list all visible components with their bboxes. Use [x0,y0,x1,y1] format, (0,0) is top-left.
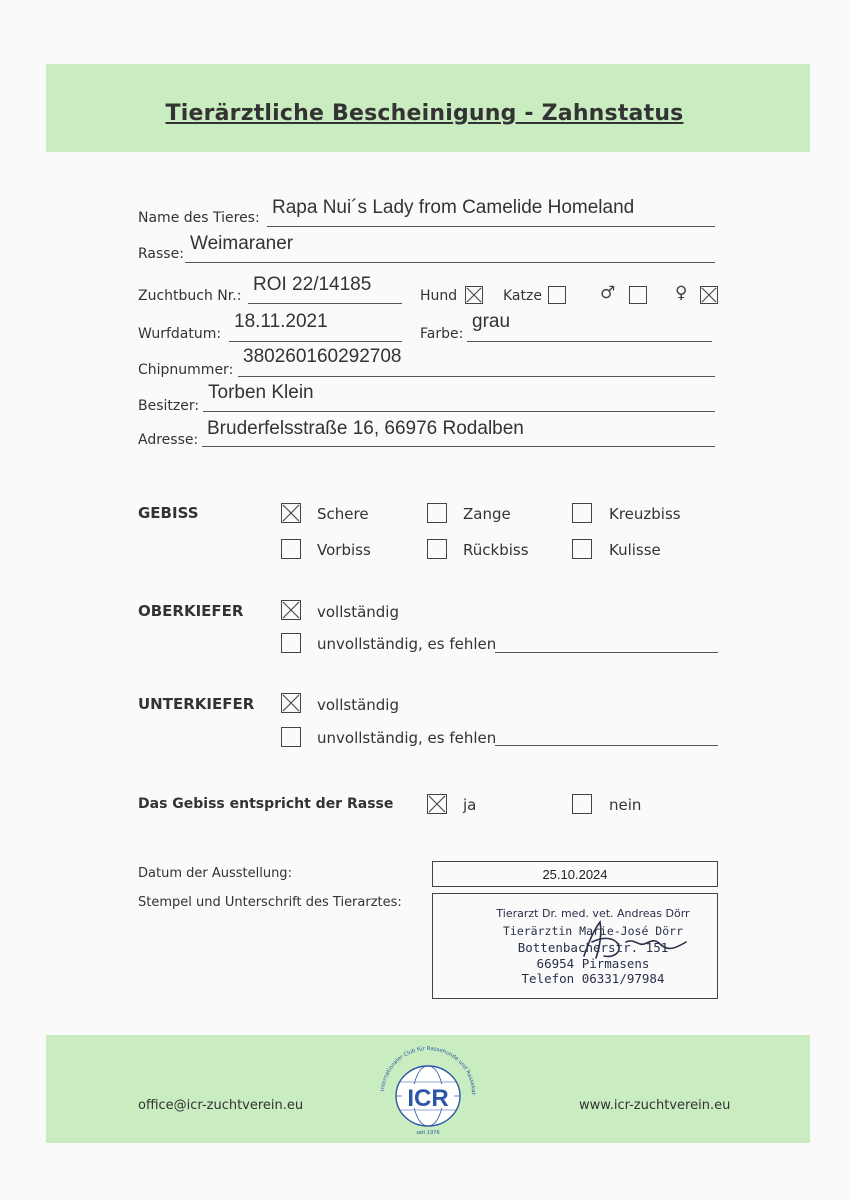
kulisse-label: Kulisse [609,541,661,559]
color-label: Farbe: [420,326,464,342]
breed-conform-no-checkbox[interactable] [572,794,592,814]
breed-conform-yes-checkbox[interactable] [427,794,447,814]
breed-label: Rasse: [138,246,184,262]
chip-value: 380260160292708 [243,346,402,367]
birthdate-label: Wurfdatum: [138,326,222,342]
name-label: Name des Tieres: [138,210,260,226]
unterkiefer-missing-line[interactable] [495,745,718,746]
stamp-line-5: Telefon 06331/97984 [521,971,665,986]
gebiss-heading: GEBISS [138,504,199,522]
svg-text:seit 1976: seit 1976 [416,1130,440,1136]
breed-conform-no-label: nein [609,796,642,814]
page-title: Tierärztliche Bescheinigung - Zahnstatus [165,101,684,126]
kreuzbiss-checkbox[interactable] [572,503,592,523]
male-checkbox[interactable] [629,286,647,304]
schere-checkbox[interactable] [281,503,301,523]
breed-conform-label: Das Gebiss entspricht der Rasse [138,796,394,812]
kreuzbiss-label: Kreuzbiss [609,505,681,523]
name-underline [267,226,715,227]
male-symbol: ♂ [600,283,616,303]
footer-website[interactable]: www.icr-zuchtverein.eu [579,1098,731,1113]
unterkiefer-heading: UNTERKIEFER [138,695,255,713]
breed-conform-yes-label: ja [463,796,477,814]
issue-date-field[interactable] [432,861,718,887]
breed-underline [185,262,715,263]
vorbiss-label: Vorbiss [317,541,371,559]
unterkiefer-incomplete-label: unvollständig, es fehlen [317,729,497,747]
owner-label: Besitzer: [138,398,200,414]
vorbiss-checkbox[interactable] [281,539,301,559]
chip-underline [238,376,715,377]
owner-value: Torben Klein [208,382,314,403]
studbook-underline [248,303,402,304]
color-value: grau [472,311,511,332]
unterkiefer-complete-label: vollständig [317,696,399,714]
breed-value: Weimaraner [190,233,294,254]
oberkiefer-incomplete-label: unvollständig, es fehlen [317,635,497,653]
studbook-value: ROI 22/14185 [253,274,372,295]
unterkiefer-incomplete-checkbox[interactable] [281,727,301,747]
oberkiefer-complete-label: vollständig [317,603,399,621]
zange-checkbox[interactable] [427,503,447,523]
stamp-line-1: Tierarzt Dr. med. vet. Andreas Dörr [496,907,690,920]
handwritten-signature [574,918,700,962]
unterkiefer-complete-checkbox[interactable] [281,693,301,713]
address-value: Bruderfelsstraße 16, 66976 Rodalben [207,418,524,439]
oberkiefer-complete-checkbox[interactable] [281,600,301,620]
dog-label: Hund [420,288,458,304]
female-checkbox[interactable] [700,286,718,304]
kulisse-checkbox[interactable] [572,539,592,559]
stamp-line-4: 66954 Pirmasens [536,956,650,971]
cat-label: Katze [503,288,542,304]
stamp-line-3: Bottenbacherstr. 151 [517,940,669,955]
oberkiefer-incomplete-checkbox[interactable] [281,633,301,653]
zange-label: Zange [463,505,511,523]
issue-date-value: 25.10.2024 [542,867,608,882]
color-underline [467,341,712,342]
cat-checkbox[interactable] [548,286,566,304]
chip-label: Chipnummer: [138,362,234,378]
female-symbol: ♀ [675,283,688,303]
address-label: Adresse: [138,432,199,448]
address-underline [202,446,715,447]
owner-underline [203,411,715,412]
studbook-label: Zuchtbuch Nr.: [138,288,242,304]
icr-logo [372,1040,484,1140]
svg-text:ICR: ICR [407,1085,449,1112]
birthdate-underline [229,341,402,342]
footer-email[interactable]: office@icr-zuchtverein.eu [138,1098,304,1113]
oberkiefer-heading: OBERKIEFER [138,602,244,620]
rueckbiss-label: Rückbiss [463,541,529,559]
issue-date-label: Datum der Ausstellung: [138,866,292,881]
oberkiefer-missing-line[interactable] [495,652,718,653]
schere-label: Schere [317,505,369,523]
svg-text:Internationaler Club für Rasse: Internationaler Club für Rassehunde und Rassekat [380,1045,477,1095]
birthdate-value: 18.11.2021 [234,311,328,332]
stamp-line-2: Tierärztin Marie-José Dörr [502,924,683,938]
name-value: Rapa Nui´s Lady from Camelide Homeland [272,197,635,218]
signature-label: Stempel und Unterschrift des Tierarztes: [138,895,402,910]
dog-checkbox[interactable] [465,286,483,304]
rueckbiss-checkbox[interactable] [427,539,447,559]
